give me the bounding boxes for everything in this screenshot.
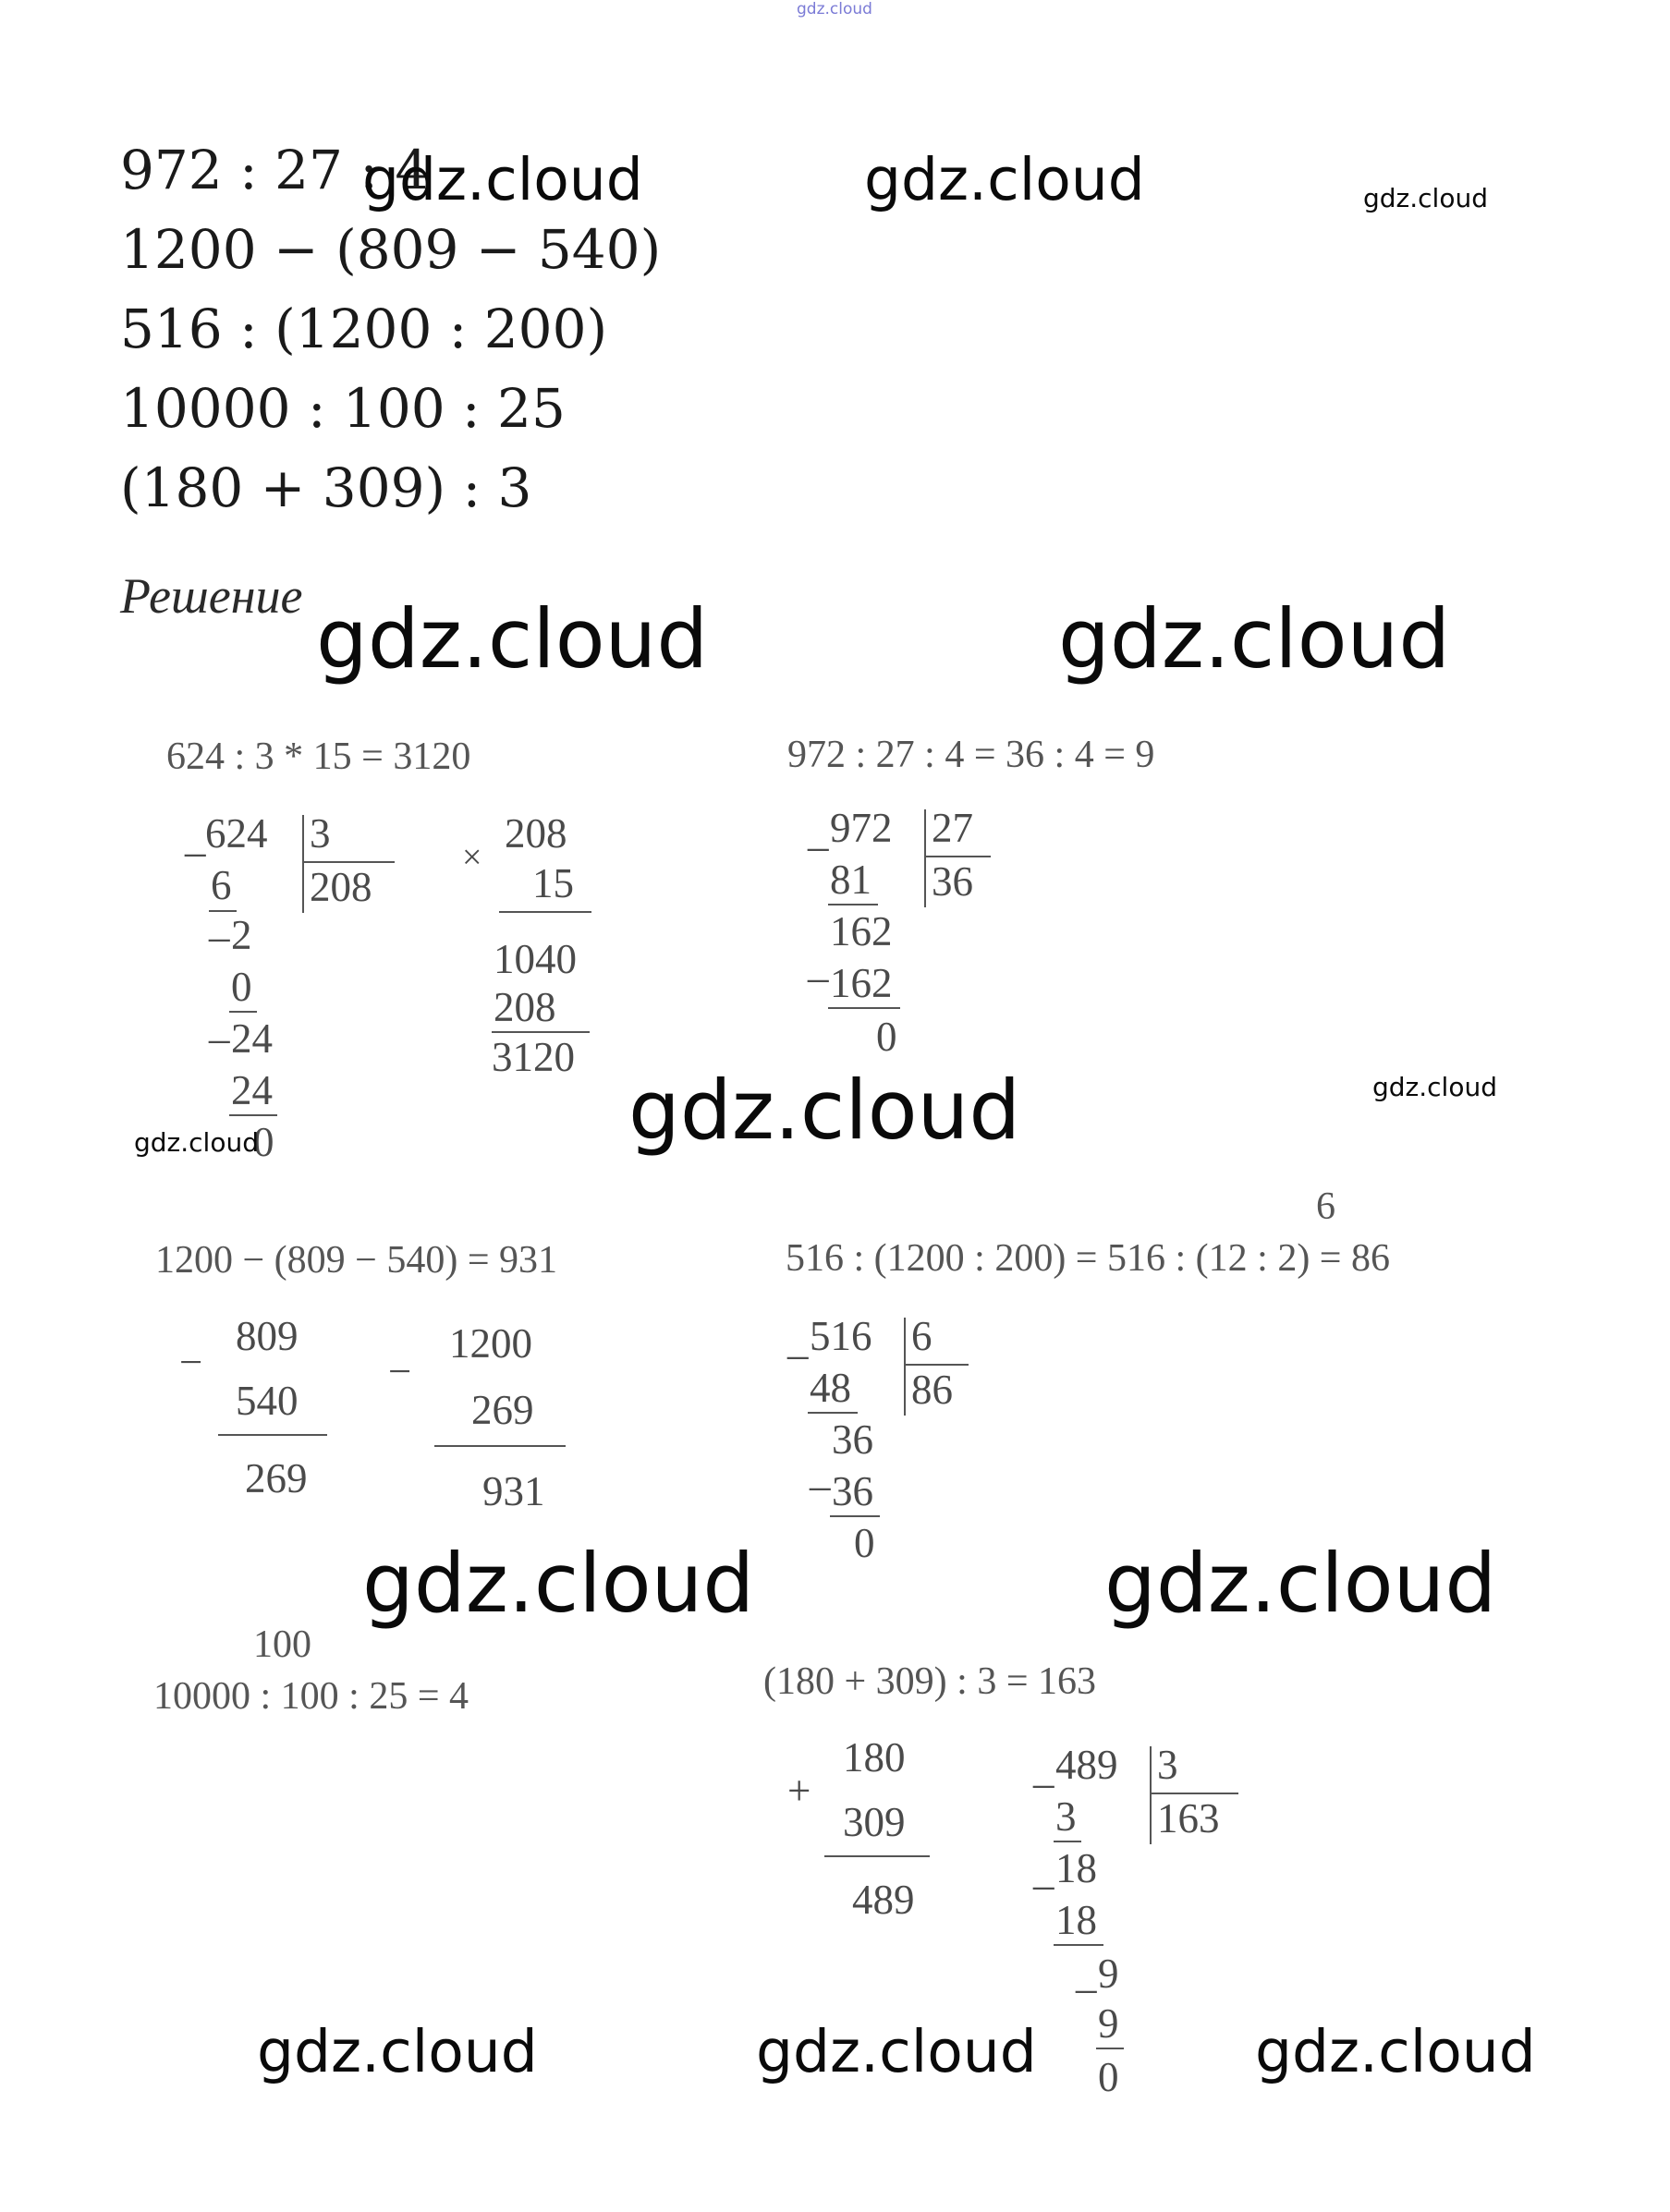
product: 3120 [492,1034,575,1080]
difference-line [218,1434,327,1436]
sum-line [824,1855,930,1857]
addend-b: 309 [843,1799,906,1845]
step-line [1054,1841,1081,1842]
step: 18 [1055,1845,1097,1891]
watermark: gdz.cloud [1255,2018,1536,2085]
product-line [499,911,591,913]
step: 6 [211,862,232,908]
step: 36 [832,1416,873,1463]
watermark-top: gdz.cloud [797,0,872,18]
step-line [229,1114,277,1116]
quotient: 36 [932,858,973,905]
minuend: 809 [236,1313,299,1359]
subtrahend: 540 [236,1378,299,1424]
minus-sign: _ [810,1448,831,1494]
division-bar [904,1318,906,1416]
step: 48 [810,1365,851,1411]
divisor: 3 [310,810,331,857]
divisor: 27 [932,805,973,851]
difference: 931 [482,1468,545,1514]
step: 9 [1098,2000,1119,2047]
solution-4-header: 516 : (1200 : 200) = 516 : (12 : 2) = 86 [786,1237,1390,1280]
partial: 1040 [494,936,577,982]
times-sign: × [462,838,482,877]
step: 0 [231,964,252,1010]
minus-sign: _ [808,940,829,986]
watermark: gdz.cloud [257,2018,538,2085]
step-line [1096,2048,1124,2049]
watermark: gdz.cloud [134,1127,259,1158]
dividend: 972 [830,805,893,851]
watermark: gdz.cloud [756,2018,1037,2085]
remainder: 0 [1098,2054,1119,2100]
sum: 489 [852,1877,915,1923]
step: 24 [231,1015,273,1062]
step: 9 [1098,1951,1119,1997]
task-4: 10000 : 100 : 25 [120,377,566,440]
solution-5-note: 100 [253,1623,311,1666]
step: 81 [830,857,872,903]
quotient: 163 [1157,1795,1220,1841]
minus-sign: − [179,1339,203,1385]
task-1: 972 : 27 : 4 [120,139,430,201]
minus-sign: _ [787,1317,809,1363]
watermark: gdz.cloud [362,146,643,213]
partial: 208 [494,984,556,1030]
factor-a: 208 [505,810,567,857]
solution-4-note: 6 [1316,1185,1335,1228]
step: 3 [1055,1793,1077,1840]
remainder: 0 [854,1520,875,1566]
minus-sign: − [388,1348,412,1394]
solution-5-header: 10000 : 100 : 25 = 4 [153,1675,469,1718]
minus-sign: _ [1033,1847,1054,1893]
step: 162 [830,908,893,954]
step-line [808,1412,858,1414]
watermark: gdz.cloud [1372,1072,1497,1102]
divisor: 3 [1157,1742,1178,1788]
step: 24 [231,1067,273,1113]
step: 36 [832,1468,873,1514]
task-3: 516 : (1200 : 200) [120,298,608,360]
subtrahend: 269 [471,1387,534,1433]
task-2: 1200 − (809 − 540) [120,218,662,281]
solution-2-header: 972 : 27 : 4 = 36 : 4 = 9 [787,734,1155,776]
watermark: gdz.cloud [1104,1536,1497,1631]
factor-b: 15 [532,860,574,906]
step-line [830,1515,880,1517]
addend-a: 180 [843,1734,906,1781]
dividend: 489 [1055,1742,1118,1788]
remainder: 0 [876,1014,897,1060]
solution-heading: Решение [120,568,303,624]
solution-3-header: 1200 − (809 − 540) = 931 [155,1239,558,1282]
dividend: 516 [810,1313,872,1359]
minus-sign: _ [808,808,829,855]
task-5: (180 + 309) : 3 [120,456,532,519]
minus-sign: _ [1076,1951,1097,1997]
step-line [828,1007,900,1009]
step-line [229,1011,257,1013]
difference-line [434,1445,566,1447]
quotient: 208 [310,864,372,910]
quotient: 86 [911,1367,953,1413]
difference: 269 [245,1455,308,1501]
watermark: gdz.cloud [628,1063,1021,1158]
plus-sign: + [787,1768,811,1814]
step-line [1054,1944,1103,1946]
watermark: gdz.cloud [1058,591,1451,687]
division-bar [1150,1746,1152,1844]
watermark: gdz.cloud [362,1536,755,1631]
minus-sign: _ [1033,1745,1054,1792]
minuend: 1200 [449,1320,532,1367]
division-bar [924,809,926,907]
division-bar [302,815,304,913]
minus-sign: _ [185,814,206,860]
step: 162 [830,960,893,1006]
solution-6-header: (180 + 309) : 3 = 163 [763,1660,1097,1703]
watermark: gdz.cloud [316,591,709,687]
divisor: 6 [911,1313,933,1359]
minus-sign: _ [209,1001,230,1047]
solution-1-header: 624 : 3 * 15 = 3120 [166,735,471,778]
minus-sign: _ [209,899,230,945]
step-line [828,904,878,905]
step: 18 [1055,1897,1097,1943]
step: 2 [231,912,252,958]
watermark: gdz.cloud [1363,183,1488,213]
dividend: 624 [205,810,268,857]
watermark: gdz.cloud [864,146,1145,213]
remainder: 0 [253,1119,274,1165]
